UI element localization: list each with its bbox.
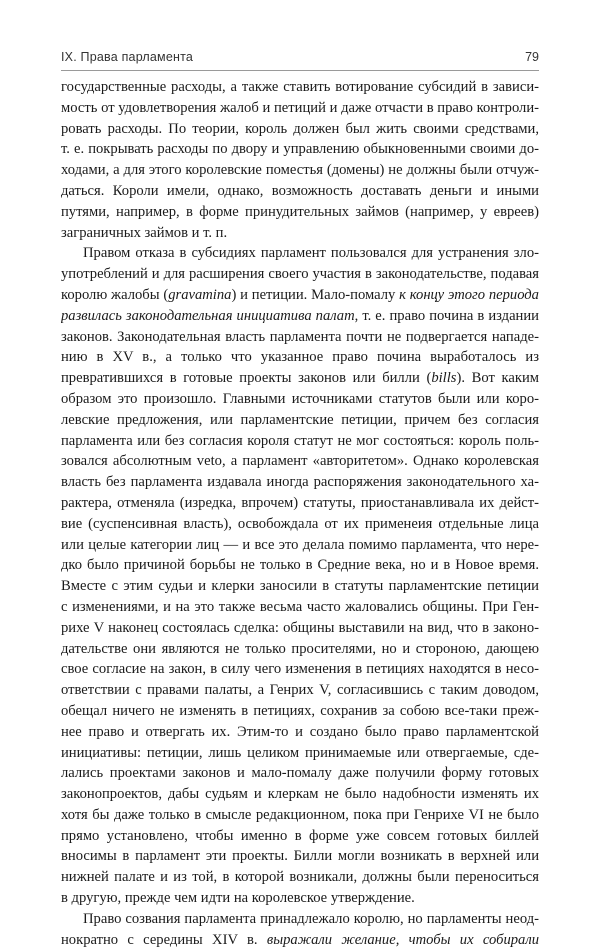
text-line: парламента или без согласия короля статут не мог состояться: король поль- xyxy=(61,432,539,449)
text-line: образом это произошло. Главными источниками статутов были или коро- xyxy=(61,390,539,407)
text-line: нее право и отвергать их. Этим-то и создано было право парламентской xyxy=(61,723,539,740)
text-segment: ) и петиции. Мало-помалу xyxy=(231,286,400,303)
text-line: лались проектами законов и мало-помалу даже получили форму готовых xyxy=(61,765,539,782)
text-line: законопроектов, дабы судьям и клеркам не было надобности изменять их xyxy=(61,786,539,803)
body-text xyxy=(61,77,539,950)
running-header xyxy=(61,50,539,68)
page-number: 79 xyxy=(525,50,539,64)
text-line: вносимы в парламент эти проекты. Билли могли возникать в верхней или xyxy=(61,848,539,865)
text-line: левские предложения, или парламентские петиции, причем без согласия xyxy=(61,411,539,428)
text-line: инициативы: петиции, лишь целиком принимаемые или отвергаемые, сде- xyxy=(61,744,539,761)
text-segment: ). Вот каким xyxy=(456,370,539,387)
text-line: даться. Короли имели, однако, возможность доставать деньги и иными xyxy=(61,182,539,199)
text-segment: , т. е. право почина в издании xyxy=(354,307,539,324)
chapter-title: IX. Права парламента xyxy=(61,50,194,64)
text-line: в другую, прежде чем идти на королевское утверждение. xyxy=(61,890,415,907)
italic-text: развилась законодательная инициатива палат xyxy=(61,307,355,324)
text-line: употреблений и для расширения своего участия в законодательстве, подавая xyxy=(61,266,539,283)
text-line: мость от удовлетворения жалоб и петиций и даже отчасти в право контроли- xyxy=(61,99,539,116)
text-line xyxy=(61,285,539,306)
text-line: хотя бы даже только в смысле редакционном, пока при Генрихе VI не было xyxy=(61,806,539,823)
italic-text: bills xyxy=(431,370,457,387)
text-line: свое согласие на закон, в силу чего изменения в петициях находятся в несо- xyxy=(61,661,539,678)
italic-text: к концу этого периода xyxy=(399,286,539,303)
text-line: путями, например, в форме принудительных займов (например, у евреев) xyxy=(61,203,539,220)
text-segment: нократно с середины XIV в. xyxy=(61,931,267,948)
text-line: Правом отказа в субсидиях парламент пользовался для устранения зло- xyxy=(83,245,539,262)
text-line: рихе V наконец состоялась сделка: общины выставили на вид, что в законо- xyxy=(61,619,539,636)
text-line: ходами, а для этого королевские поместья (домены) не должны были отчуж- xyxy=(61,162,539,179)
text-line: власть без парламента издавала иногда распоряжения законодательного ха- xyxy=(61,474,539,491)
text-line: нию в XV в., а только что указанное право почина выработалось из xyxy=(61,349,539,366)
text-line: законов. Законодательная власть парламента почти не подвергается нападе- xyxy=(61,328,539,345)
text-line: Право созвания парламента принадлежало королю, но парламенты неод- xyxy=(83,910,539,927)
text-line: зовался абсолютным veto, а парламент «авторитетом». Однако королевская xyxy=(61,453,539,470)
text-line: Вместе с этим судьи и клерки заносили в статуты парламентские петиции xyxy=(61,578,539,595)
text-line xyxy=(61,930,539,950)
text-segment: королю жалобы ( xyxy=(61,286,169,303)
text-line: дко было причиной борьбы не только в Средние века, но и в Новое время. xyxy=(61,557,539,574)
text-line: т. е. покрывать расходы по двору и управлению обыкновенными своими до- xyxy=(61,141,539,158)
text-line xyxy=(61,306,539,327)
text-line: государственные расходы, а также ставить вотирование субсидий в зависи- xyxy=(61,79,539,95)
text-line: обещал ничего не изменять в петициях, сохранив за собою все-таки преж- xyxy=(61,702,539,719)
text-line: ответствии с правами палаты, а Генрих V, согласившись с таким доводом, xyxy=(61,682,539,699)
text-line xyxy=(61,368,539,389)
italic-text: gravamina xyxy=(168,286,232,303)
text-line: дательстве они являются не только просителями, но и стороною, дающею xyxy=(61,640,539,657)
text-line: нижней палате и из той, в которой возникали, должны были переноситься xyxy=(61,869,539,886)
text-line: прямо установлено, чтобы именно в форме уже совсем готовых биллей xyxy=(61,827,539,844)
italic-text: выражали желание, чтобы их собирали xyxy=(266,931,539,948)
text-line: рактера, отменяла (изредка, впрочем) статуты, приостанавливала их дейст- xyxy=(61,494,539,511)
text-line: заграничных займов и т. п. xyxy=(61,224,228,241)
text-segment: превратившихся в готовые проекты законов или билли ( xyxy=(61,370,432,387)
text-line: вие (суспенсивная власть), освобождала от их применеия отдельные лица xyxy=(61,515,539,532)
text-line: ровать расходы. По теории, король должен был жить своими средствами, xyxy=(61,120,539,137)
text-line: с изменениями, и на это также весьма часто жаловались общины. При Ген- xyxy=(61,598,539,615)
text-line: или целые категории лиц — и все это делала помимо парламента, что нере- xyxy=(61,536,539,553)
header-rule xyxy=(61,70,539,71)
